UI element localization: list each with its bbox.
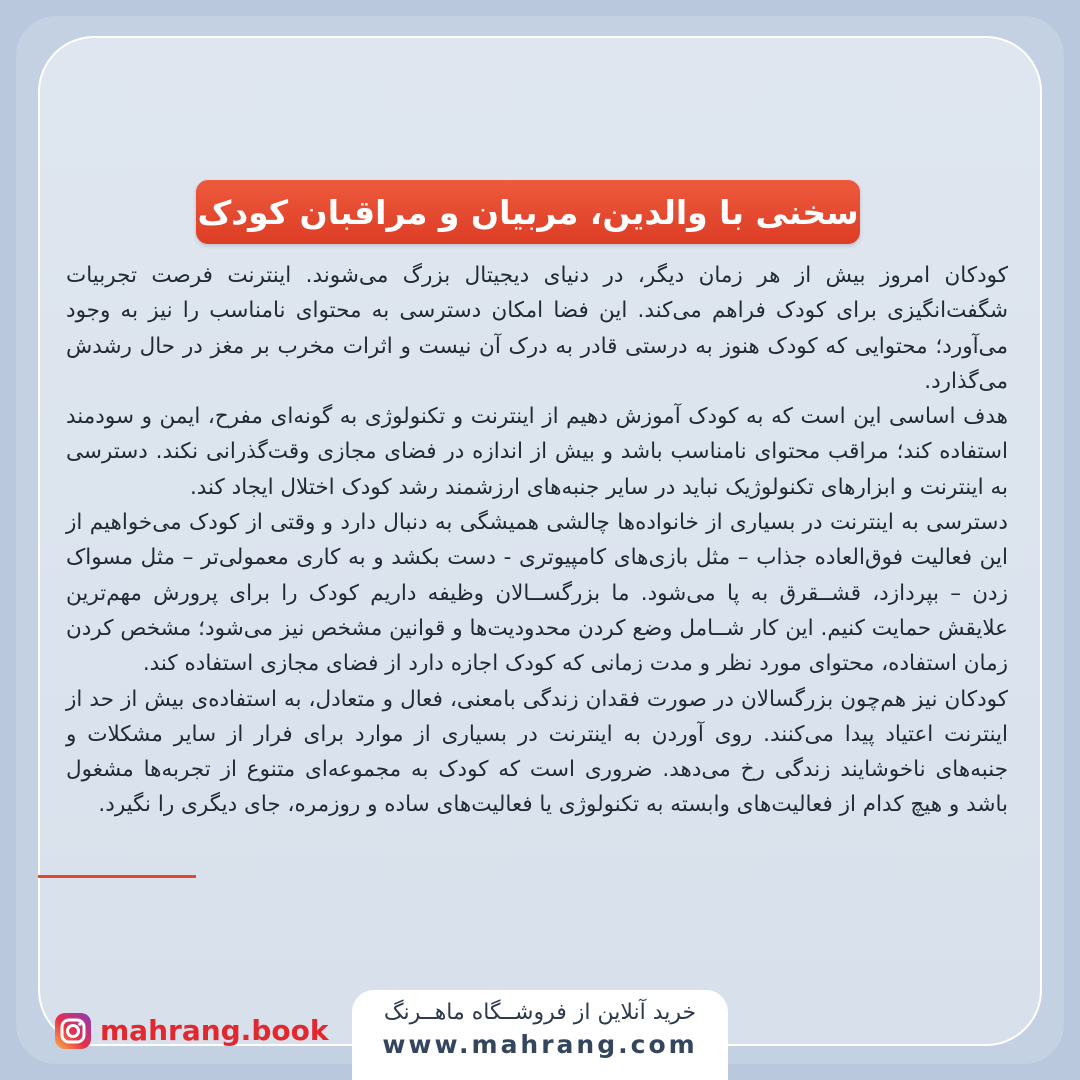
accent-divider — [38, 875, 196, 878]
footer-shop-text: خرید آنلاین از فروشــگاه ماهــرنگ — [383, 1000, 697, 1025]
title-banner — [196, 180, 860, 244]
paragraph-2: هدف اساسی این است که به کودک آموزش دهیم از اینترنت و تکنولوژی به گونه‌ای مفرح، ایمن و سودمند استفاده کند؛ مراقب محتوای نامناسب باشد و بیش از اندازه در فضای مجازی وقت‌گذرانی نکند. دسترسی به اینترنت و ابزارهای تکنولوژیک نباید در سایر جنبه‌های ارزشمند رشد کودک اختلال ایجاد کند. — [66, 404, 1008, 500]
paragraph-1: کودکان امروز بیش از هر زمان دیگر، در دنیای دیجیتال بزرگ می‌شوند. اینترنت فرصت تجربیات شگفت‌انگیزی برای کودک فراهم می‌کند. این فضا امکان دسترسی به محتوای نامناسب را نیز به وجود می‌آورد؛ محتوایی که کودک هنوز به درستی قادر به درک آن نیست و اثرات مخرب بر مغز در حال رشدش می‌گذارد. — [66, 263, 1008, 394]
instagram-handle[interactable]: mahrang.book — [100, 1014, 329, 1047]
page-title: سخنی با والدین، مربیان و مراقبان کودک — [197, 192, 859, 232]
paragraph-3: دسترسی به اینترنت در بسیاری از خانواده‌ها چالشی همیشگی به دنبال دارد و وقتی از کودک می‌خواهیم از این فعالیت فوق‌العاده جذاب – مثل بازی‌های کامپیوتری - دست بکشد و به کاری معمولی‌تر – مثل مسواک زدن – بپردازد، قشــقرق به پا می‌شود. ما بزرگســالان وظیفه داریم کودک را برای پرورش مهم‌ترین علایقش حمایت کنیم. این کار شــامل وضع کردن محدودیت‌ها و قوانین مشخص نیز می‌شود؛ مشخص کردن زمان استفاده، محتوای مورد نظر و مدت زمانی که کودک اجازه دارد از فضای مجازی استفاده کند. — [66, 510, 1008, 677]
footer-website-link[interactable]: www.mahrang.com — [382, 1030, 698, 1059]
body-text — [66, 258, 1008, 823]
instagram-icon[interactable] — [54, 1012, 92, 1050]
paragraph-4: کودکان نیز هم‌چون بزرگسالان در صورت فقدان زندگی بامعنی، فعال و متعادل، به استفاده‌ی بیش از حد از اینترنت اعتیاد پیدا می‌کنند. روی آوردن به اینترنت در بسیاری از موارد برای فرار از سایر مشکلات و جنبه‌های ناخوشایند زندگی رخ می‌دهد. ضروری است که کودک به مجموعه‌ای متنوع از تجربه‌ها مشغول باشد و هیچ کدام از فعالیت‌های وابسته به تکنولوژی یا فعالیت‌های ساده و روزمره، جای دیگری را نگیرد. — [66, 686, 1008, 818]
